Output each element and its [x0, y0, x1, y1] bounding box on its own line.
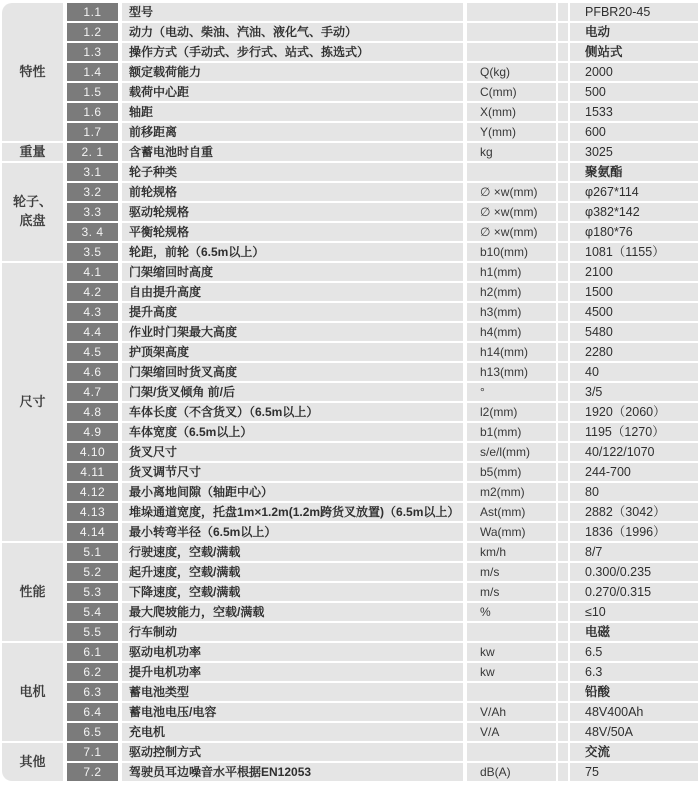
- row-value: 6.5: [570, 643, 698, 661]
- row-number-badge: 1.4: [67, 63, 118, 81]
- column-divider-strip: [558, 543, 568, 561]
- column-divider-strip: [558, 343, 568, 361]
- row-description: 货叉尺寸: [122, 443, 463, 461]
- column-divider-strip: [558, 263, 568, 281]
- row-number-badge: 4.14: [67, 523, 118, 541]
- column-divider-strip: [558, 723, 568, 741]
- row-value: 1533: [570, 103, 698, 121]
- table-row: [67, 483, 700, 501]
- table-row: [67, 63, 700, 81]
- column-divider-strip: [558, 123, 568, 141]
- category-cell: [2, 543, 63, 641]
- category-cell: [2, 143, 63, 161]
- row-unit: [467, 43, 556, 61]
- category-label: 电机: [19, 683, 46, 699]
- row-number-badge: 1.7: [67, 123, 118, 141]
- row-unit: m/s: [467, 563, 556, 581]
- row-description: 轮距，前轮（6.5m以上）: [122, 243, 463, 261]
- row-description: 最小离地间隙（轴距中心）: [122, 483, 463, 501]
- row-unit: [467, 23, 556, 41]
- row-number-badge: 4.2: [67, 283, 118, 301]
- table-row: [67, 383, 700, 401]
- row-description: 载荷中心距: [122, 83, 463, 101]
- row-value: PFBR20-45: [570, 3, 698, 21]
- row-value: φ180*76: [570, 223, 698, 241]
- table-row: [67, 163, 700, 181]
- row-value: 侧站式: [570, 43, 698, 61]
- table-row: [67, 423, 700, 441]
- row-unit: %: [467, 603, 556, 621]
- row-value: 铅酸: [570, 683, 698, 701]
- row-unit: °: [467, 383, 556, 401]
- row-number-badge: 5.3: [67, 583, 118, 601]
- row-description: 含蓄电池时自重: [122, 143, 463, 161]
- column-divider-strip: [558, 243, 568, 261]
- category-label: 重量: [19, 143, 46, 159]
- row-number-badge: 4.5: [67, 343, 118, 361]
- row-description: 下降速度，空载/满载: [122, 583, 463, 601]
- row-unit: b1(mm): [467, 423, 556, 441]
- column-divider-strip: [558, 43, 568, 61]
- row-number-badge: 2. 1: [67, 143, 118, 161]
- table-row: [67, 743, 700, 761]
- column-divider-strip: [558, 283, 568, 301]
- row-value: 0.300/0.235: [570, 563, 698, 581]
- category-cell: [2, 3, 63, 141]
- category-label: 其他: [19, 753, 46, 769]
- row-unit: V/Ah: [467, 703, 556, 721]
- row-number-badge: 1.1: [67, 3, 118, 21]
- column-divider-strip: [558, 583, 568, 601]
- column-divider-strip: [558, 483, 568, 501]
- row-unit: m/s: [467, 583, 556, 601]
- row-unit: km/h: [467, 543, 556, 561]
- row-number-badge: 4.6: [67, 363, 118, 381]
- table-row: [67, 183, 700, 201]
- row-number-badge: 5.5: [67, 623, 118, 641]
- table-row: [67, 403, 700, 421]
- row-description: 驱动控制方式: [122, 743, 463, 761]
- row-unit: s/e/l(mm): [467, 443, 556, 461]
- category-label: 特性: [19, 63, 46, 79]
- table-row: [67, 543, 700, 561]
- row-description: 作业时门架最大高度: [122, 323, 463, 341]
- table-row: [67, 243, 700, 261]
- column-divider-strip: [558, 323, 568, 341]
- row-description: 堆垛通道宽度，托盘1m×1.2m(1.2m跨货叉放置)（6.5m以上）: [122, 503, 463, 521]
- category-label: 性能: [19, 583, 46, 599]
- row-number-badge: 6.3: [67, 683, 118, 701]
- table-row: [67, 283, 700, 301]
- row-description: 操作方式（手动式、步行式、站式、拣选式）: [122, 43, 463, 61]
- row-description: 提升高度: [122, 303, 463, 321]
- category-cell: [2, 743, 63, 781]
- table-row: [67, 43, 700, 61]
- row-number-badge: 3. 4: [67, 223, 118, 241]
- table-row: [67, 83, 700, 101]
- table-row: [67, 103, 700, 121]
- row-number-badge: 3.1: [67, 163, 118, 181]
- row-unit: dB(A): [467, 763, 556, 781]
- row-value: 80: [570, 483, 698, 501]
- column-divider-strip: [558, 163, 568, 181]
- row-unit: C(mm): [467, 83, 556, 101]
- row-unit: kw: [467, 643, 556, 661]
- table-row: [67, 603, 700, 621]
- row-unit: ∅ ×w(mm): [467, 223, 556, 241]
- row-value: 1081（1155）: [570, 243, 698, 261]
- column-divider-strip: [558, 83, 568, 101]
- column-divider-strip: [558, 223, 568, 241]
- row-number-badge: 3.3: [67, 203, 118, 221]
- row-value: ≤10: [570, 603, 698, 621]
- row-unit: Ast(mm): [467, 503, 556, 521]
- row-number-badge: 6.4: [67, 703, 118, 721]
- row-value: 3/5: [570, 383, 698, 401]
- table-row: [67, 343, 700, 361]
- row-value: 8/7: [570, 543, 698, 561]
- row-unit: V/A: [467, 723, 556, 741]
- column-divider-strip: [558, 703, 568, 721]
- row-value: 电动: [570, 23, 698, 41]
- row-value: 2000: [570, 63, 698, 81]
- table-row: [67, 203, 700, 221]
- row-value: 6.3: [570, 663, 698, 681]
- row-number-badge: 4.7: [67, 383, 118, 401]
- category-cell: [2, 263, 63, 541]
- column-divider-strip: [558, 643, 568, 661]
- column-divider-strip: [558, 563, 568, 581]
- row-unit: Wa(mm): [467, 523, 556, 541]
- row-value: φ382*142: [570, 203, 698, 221]
- column-divider-strip: [558, 383, 568, 401]
- row-description: 轮子种类: [122, 163, 463, 181]
- row-description: 轴距: [122, 103, 463, 121]
- column-divider-strip: [558, 23, 568, 41]
- column-divider-strip: [558, 463, 568, 481]
- row-unit: Y(mm): [467, 123, 556, 141]
- row-description: 蓄电池电压/电容: [122, 703, 463, 721]
- row-value: 1500: [570, 283, 698, 301]
- row-number-badge: 4.1: [67, 263, 118, 281]
- row-description: 驱动电机功率: [122, 643, 463, 661]
- row-number-badge: 3.2: [67, 183, 118, 201]
- row-number-badge: 3.5: [67, 243, 118, 261]
- table-row: [67, 763, 700, 781]
- row-number-badge: 1.2: [67, 23, 118, 41]
- row-value: 75: [570, 763, 698, 781]
- category-label: 轮子、底盘: [12, 194, 52, 228]
- column-divider-strip: [558, 103, 568, 121]
- column-divider-strip: [558, 763, 568, 781]
- table-row: [67, 523, 700, 541]
- row-unit: h4(mm): [467, 323, 556, 341]
- row-value: 600: [570, 123, 698, 141]
- row-description: 平衡轮规格: [122, 223, 463, 241]
- column-divider-strip: [558, 143, 568, 161]
- row-description: 最小转弯半径（6.5m以上）: [122, 523, 463, 541]
- row-description: 门架缩回时货叉高度: [122, 363, 463, 381]
- table-row: [67, 23, 700, 41]
- row-unit: m2(mm): [467, 483, 556, 501]
- table-row: [67, 123, 700, 141]
- row-unit: ∅ ×w(mm): [467, 203, 556, 221]
- row-description: 起升速度，空载/满载: [122, 563, 463, 581]
- row-unit: [467, 623, 556, 641]
- row-description: 提升电机功率: [122, 663, 463, 681]
- row-description: 充电机: [122, 723, 463, 741]
- column-divider-strip: [558, 603, 568, 621]
- row-value: 500: [570, 83, 698, 101]
- row-unit: X(mm): [467, 103, 556, 121]
- row-unit: b10(mm): [467, 243, 556, 261]
- row-description: 前轮规格: [122, 183, 463, 201]
- category-column: [2, 3, 63, 786]
- row-value: 5480: [570, 323, 698, 341]
- table-row: [67, 323, 700, 341]
- row-description: 额定载荷能力: [122, 63, 463, 81]
- row-unit: b5(mm): [467, 463, 556, 481]
- row-description: 货叉调节尺寸: [122, 463, 463, 481]
- category-label: 尺寸: [19, 393, 46, 409]
- table-row: [67, 3, 700, 21]
- category-cell: [2, 163, 63, 261]
- row-unit: ∅ ×w(mm): [467, 183, 556, 201]
- row-unit: [467, 163, 556, 181]
- row-number-badge: 4.10: [67, 443, 118, 461]
- column-divider-strip: [558, 683, 568, 701]
- row-description: 最大爬坡能力，空载/满载: [122, 603, 463, 621]
- row-description: 动力（电动、柴油、汽油、液化气、手动）: [122, 23, 463, 41]
- row-number-badge: 1.6: [67, 103, 118, 121]
- row-unit: kw: [467, 663, 556, 681]
- row-value: 2882（3042）: [570, 503, 698, 521]
- row-value: 40: [570, 363, 698, 381]
- table-row: [67, 143, 700, 161]
- row-number-badge: 5.2: [67, 563, 118, 581]
- column-divider-strip: [558, 63, 568, 81]
- row-number-badge: 5.1: [67, 543, 118, 561]
- row-unit: h3(mm): [467, 303, 556, 321]
- row-description: 行车制动: [122, 623, 463, 641]
- row-unit: h2(mm): [467, 283, 556, 301]
- spec-rows: [67, 3, 700, 786]
- row-description: 前移距离: [122, 123, 463, 141]
- row-description: 蓄电池类型: [122, 683, 463, 701]
- row-description: 自由提升高度: [122, 283, 463, 301]
- row-number-badge: 4.8: [67, 403, 118, 421]
- row-number-badge: 4.9: [67, 423, 118, 441]
- row-value: φ267*114: [570, 183, 698, 201]
- row-number-badge: 5.4: [67, 603, 118, 621]
- row-number-badge: 4.12: [67, 483, 118, 501]
- column-divider-strip: [558, 443, 568, 461]
- row-description: 车体长度（不含货叉）（6.5m以上）: [122, 403, 463, 421]
- category-cell: [2, 643, 63, 741]
- row-unit: h14(mm): [467, 343, 556, 361]
- row-unit: h13(mm): [467, 363, 556, 381]
- row-description: 驾驶员耳边噪音水平根据EN12053: [122, 763, 463, 781]
- row-unit: [467, 743, 556, 761]
- column-divider-strip: [558, 363, 568, 381]
- column-divider-strip: [558, 423, 568, 441]
- table-row: [67, 723, 700, 741]
- row-value: 244-700: [570, 463, 698, 481]
- row-value: 聚氨酯: [570, 163, 698, 181]
- row-unit: Q(kg): [467, 63, 556, 81]
- row-value: 交流: [570, 743, 698, 761]
- row-value: 1836（1996）: [570, 523, 698, 541]
- row-unit: [467, 683, 556, 701]
- row-number-badge: 6.2: [67, 663, 118, 681]
- row-value: 48V400Ah: [570, 703, 698, 721]
- row-description: 门架缩回时高度: [122, 263, 463, 281]
- row-number-badge: 7.1: [67, 743, 118, 761]
- table-row: [67, 303, 700, 321]
- row-number-badge: 1.5: [67, 83, 118, 101]
- table-row: [67, 263, 700, 281]
- row-value: 1920（2060）: [570, 403, 698, 421]
- table-row: [67, 663, 700, 681]
- row-number-badge: 6.5: [67, 723, 118, 741]
- table-row: [67, 443, 700, 461]
- row-description: 驱动轮规格: [122, 203, 463, 221]
- row-value: 1195（1270）: [570, 423, 698, 441]
- table-row: [67, 563, 700, 581]
- column-divider-strip: [558, 203, 568, 221]
- row-number-badge: 7.2: [67, 763, 118, 781]
- table-row: [67, 503, 700, 521]
- table-row: [67, 643, 700, 661]
- row-number-badge: 4.3: [67, 303, 118, 321]
- column-divider-strip: [558, 623, 568, 641]
- row-unit: [467, 3, 556, 21]
- row-description: 型号: [122, 3, 463, 21]
- row-value: 40/122/1070: [570, 443, 698, 461]
- table-row: [67, 363, 700, 381]
- table-row: [67, 223, 700, 241]
- column-divider-strip: [558, 303, 568, 321]
- column-divider-strip: [558, 403, 568, 421]
- column-divider-strip: [558, 743, 568, 761]
- row-number-badge: 1.3: [67, 43, 118, 61]
- column-divider-strip: [558, 523, 568, 541]
- row-description: 车体宽度（6.5m以上）: [122, 423, 463, 441]
- column-divider-strip: [558, 183, 568, 201]
- row-value: 电磁: [570, 623, 698, 641]
- row-number-badge: 4.11: [67, 463, 118, 481]
- table-row: [67, 463, 700, 481]
- table-row: [67, 623, 700, 641]
- table-row: [67, 703, 700, 721]
- column-divider-strip: [558, 663, 568, 681]
- row-description: 门架/货叉倾角 前/后: [122, 383, 463, 401]
- row-unit: kg: [467, 143, 556, 161]
- row-unit: l2(mm): [467, 403, 556, 421]
- row-value: 48V/50A: [570, 723, 698, 741]
- row-number-badge: 6.1: [67, 643, 118, 661]
- table-row: [67, 683, 700, 701]
- table-row: [67, 583, 700, 601]
- row-description: 行驶速度，空载/满载: [122, 543, 463, 561]
- row-value: 0.270/0.315: [570, 583, 698, 601]
- row-value: 2100: [570, 263, 698, 281]
- row-value: 2280: [570, 343, 698, 361]
- row-unit: h1(mm): [467, 263, 556, 281]
- column-divider-strip: [558, 503, 568, 521]
- column-divider-strip: [558, 3, 568, 21]
- row-value: 3025: [570, 143, 698, 161]
- row-number-badge: 4.13: [67, 503, 118, 521]
- row-description: 护顶架高度: [122, 343, 463, 361]
- row-number-badge: 4.4: [67, 323, 118, 341]
- row-value: 4500: [570, 303, 698, 321]
